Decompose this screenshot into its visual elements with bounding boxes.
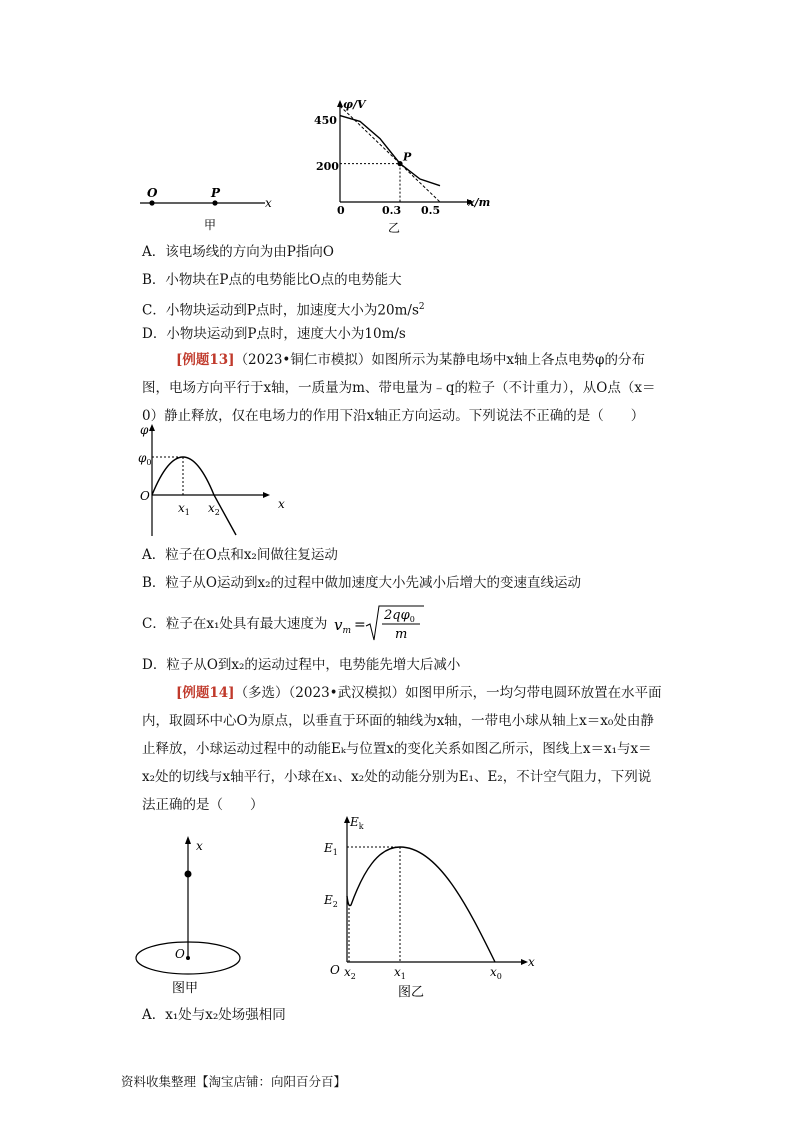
figure-phi-x	[138, 422, 298, 538]
ek-x2-label: $x_2$	[344, 965, 356, 981]
figure-jia	[135, 185, 285, 240]
q13-option-c-text: C．粒子在x₁处具有最大速度为	[142, 616, 328, 632]
label-p: P	[211, 186, 221, 200]
ek-e2-label: $E_2$	[324, 893, 338, 909]
page-footer: 资料收集整理【淘宝店铺：向阳百分百】	[121, 1074, 347, 1089]
caption-yi: 乙	[388, 221, 401, 235]
q13-option-c	[142, 604, 432, 644]
q12-option-a: A．该电场线的方向为由P指向O	[142, 244, 334, 260]
q14-tag: [例题14]	[176, 685, 235, 701]
ring-x-label: x	[196, 839, 203, 853]
q14-stem	[142, 679, 662, 819]
yi-tick-200: 200	[316, 160, 339, 173]
yi-y-label: φ/V	[343, 98, 366, 111]
formula-num: $2q\varphi_0$	[383, 608, 415, 624]
q12-option-b: B．小物块在P点的电势能比O点的电势能大	[142, 272, 402, 288]
point-p-dot	[212, 200, 217, 205]
q14-text: （多选）（2023•武汉模拟）如图甲所示，一均匀带电圆环放置在水平面内，取圆环中心O为原点，以垂直于环面的轴线为x轴，一带电小球从轴上x＝x₀处由静止释放，小球运动过程中的动能Eₖ与位置x的变化关系如图乙所示，图线上x＝x₁与x＝x₂处的切线与x轴平行，小球在x₁、x₂处的动能分别为E₁、E₂，不计空气阻力，下列说法正确的是（ ）	[142, 685, 662, 813]
phi-origin: O	[140, 489, 150, 503]
q12-option-d: D．小物块运动到P点时，速度大小为10m/s	[142, 326, 406, 342]
phi-y-label: φ	[140, 423, 149, 437]
ek-curve	[347, 847, 495, 962]
q13-option-a: A．粒子在O点和x₂间做往复运动	[142, 547, 338, 563]
yi-x-label: x/m	[468, 196, 491, 209]
ek-caption: 图乙	[398, 985, 425, 1000]
yi-tick-0-3: 0.3	[382, 204, 402, 217]
yi-tangent	[340, 106, 440, 202]
phi-x-label: x	[278, 497, 285, 511]
ek-x1-label: $x_1$	[394, 965, 406, 981]
q13-formula	[332, 604, 432, 644]
yi-tick-0-5: 0.5	[421, 204, 441, 217]
figure-ek	[318, 812, 548, 1000]
figure-ring	[130, 830, 250, 1000]
yi-origin: 0	[337, 204, 345, 217]
q13-stem	[142, 346, 662, 430]
label-o: O	[147, 186, 158, 200]
formula-eq: =	[353, 617, 366, 633]
ek-x0-label: $x_0$	[490, 965, 502, 981]
yi-curve	[340, 116, 440, 186]
yi-point-p	[397, 161, 402, 166]
phi-y0-label: $\varphi_0$	[138, 451, 152, 467]
q12-option-c-text: C．小物块运动到P点时，加速度大小为20m/s	[142, 302, 419, 319]
q14-option-a: A．x₁处与x₂处场强相同	[142, 1007, 286, 1023]
formula-v: $v_m$	[333, 616, 351, 636]
ek-e1-label: $E_1$	[324, 841, 338, 857]
phi-x2-label: $x_2$	[208, 501, 220, 517]
ek-x-label: x	[528, 955, 535, 969]
ring-ball	[185, 871, 192, 878]
point-o-dot	[149, 200, 154, 205]
ring-caption: 图甲	[172, 981, 199, 996]
phi-curve	[152, 457, 236, 535]
ring-origin: O	[175, 947, 185, 961]
q13-tag: [例题13]	[176, 352, 235, 368]
ek-y-label: $E_k$	[350, 815, 364, 831]
caption-jia: 甲	[204, 218, 217, 232]
ek-origin: O	[330, 963, 340, 977]
q13-option-b: B．粒子从O运动到x₂的过程中做加速度大小先减小后增大的变速直线运动	[142, 575, 582, 591]
figure-yi-chart	[310, 98, 500, 238]
yi-point-label: P	[403, 150, 412, 164]
q12-option-c	[142, 298, 425, 320]
formula-den: m	[394, 627, 407, 642]
q13-option-d: D．粒子从O到x₂的运动过程中，电势能先增大后减小	[142, 657, 461, 673]
q12-option-c-sup: 2	[418, 302, 425, 312]
phi-x1-label: $x_1$	[178, 501, 190, 517]
yi-tick-450: 450	[314, 114, 337, 127]
label-x: x	[265, 196, 272, 210]
q13-text: （2023•铜仁市模拟）如图所示为某静电场中x轴上各点电势φ的分布图，电场方向平行于x轴，一质量为m、带电量为﹣q的粒子（不计重力），从O点（x＝0）静止释放，仅在电场力的作用下沿x轴正方向运动。下列说法不正确的是（ ）	[142, 352, 656, 424]
ring-center-dot	[186, 956, 190, 960]
